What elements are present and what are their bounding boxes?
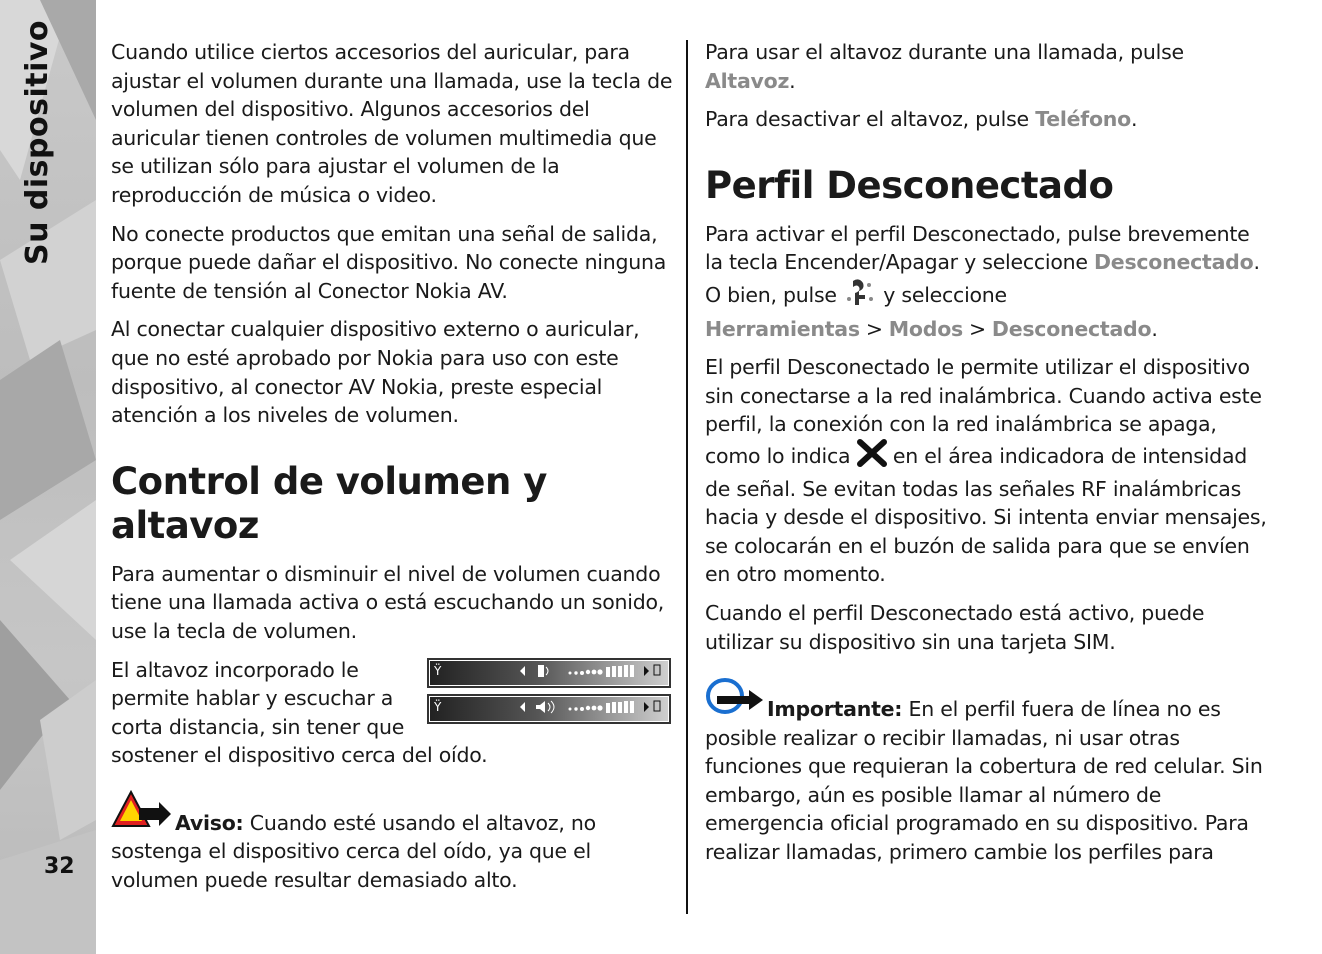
- path-separator: >: [968, 316, 986, 341]
- warning-text: Cuando esté usando el altavoz, no sostenga el dispositivo cerca del oído, ya que el volumen puede resultar demasiado alto.: [111, 810, 596, 893]
- paragraph: [705, 38, 1267, 95]
- paragraph: No conecte productos que emitan una señal de salida, porque puede dañar el dispositivo. No conecte ninguna fuente de tensión al Conector Nokia AV.: [111, 221, 667, 303]
- section-title: Su dispositivo: [20, 19, 55, 265]
- sidebar: [0, 0, 96, 954]
- text: .: [789, 68, 796, 93]
- paragraph: [705, 105, 1267, 134]
- menu-option-desconectado: Desconectado: [1094, 250, 1254, 275]
- text: . O bien, pulse: [705, 250, 1260, 307]
- text: El perfil Desconectado le permite utilizar el dispositivo sin conectarse a la red inalámbrica. Cuando activa este perfil, la conexión con la red inalámbrica se apaga, como lo indica: [705, 355, 1262, 468]
- menu-key-icon: [843, 277, 877, 315]
- left-column: [111, 38, 673, 905]
- text: Para usar el altavoz durante una llamada, pulse: [705, 40, 1184, 64]
- page-number: 32: [44, 854, 75, 879]
- menu-option-altavoz: Altavoz: [705, 68, 790, 93]
- svg-text:Ÿ: Ÿ: [434, 663, 442, 678]
- text: Para activar el perfil Desconectado, pulse brevemente la tecla Encender/Apagar y seleccione: [705, 221, 1250, 275]
- warning-label: Aviso:: [175, 810, 244, 835]
- paragraph: [705, 353, 1267, 589]
- heading-volume-control: Control de volumen y altavoz: [111, 459, 547, 547]
- important-hand-icon: [705, 676, 765, 724]
- menu-option-herramientas: Herramientas: [705, 316, 860, 341]
- warning-notice: [111, 790, 673, 895]
- important-text: En el perfil fuera de línea no es posible realizar o recibir llamadas, ni usar otras funciones que requieran la cobertura de red celular. Sin embargo, aún es posible llamar al número de emergencia oficial programado en su dispositivo. Para realizar llamadas, primero cambie los perfiles para: [705, 697, 1263, 865]
- column-divider: [686, 40, 688, 914]
- paragraph: Cuando utilice ciertos accesorios del auricular, para ajustar el volumen durante una llamada, use la tecla de volumen del dispositivo. Algunos accesorios del auricular tienen controles de volumen multimedia que se utilizan sólo para ajustar el volumen de la reproducción de música o video.: [111, 40, 673, 207]
- right-column: [705, 38, 1267, 877]
- volume-bar-loudspeaker: [427, 694, 671, 724]
- important-label: Importante:: [767, 697, 903, 722]
- volume-indicator-illustration: [427, 658, 671, 730]
- paragraph: Al conectar cualquier dispositivo externo o auricular, que no esté aprobado por Nokia para uso con este dispositivo, al conector AV Nokia, preste especial atención a los niveles de volumen.: [111, 317, 640, 428]
- heading-offline-profile: Perfil Desconectado: [705, 163, 1114, 207]
- paragraph: Cuando el perfil Desconectado está activo, puede utilizar su dispositivo sin una tarjeta SIM.: [705, 600, 1205, 654]
- paragraph: [705, 220, 1267, 343]
- paragraph: El altavoz incorporado le permite hablar y escuchar a corta distancia, sin tener que sostener el dispositivo cerca del oído.: [111, 657, 488, 768]
- text: Para desactivar el altavoz, pulse: [705, 107, 1036, 132]
- path-separator: >: [865, 316, 883, 341]
- volume-bar-earpiece: [427, 658, 671, 688]
- text: .: [1151, 316, 1158, 341]
- important-notice: [705, 676, 1267, 867]
- menu-option-telefono: Teléfono: [1035, 107, 1131, 132]
- warning-triangle-icon: [111, 790, 173, 838]
- text: y seleccione: [877, 282, 1007, 307]
- paragraph: Para aumentar o disminuir el nivel de volumen cuando tiene una llamada activa o está escuchando un sonido, use la tecla de volumen.: [111, 561, 665, 643]
- menu-option-modos: Modos: [888, 316, 963, 341]
- svg-text:Ÿ: Ÿ: [434, 699, 442, 714]
- offline-x-icon: [857, 439, 887, 475]
- menu-option-desconectado: Desconectado: [991, 316, 1152, 341]
- text: en el área indicadora de intensidad de señal. Se evitan todas las señales RF inalámbricas hacia y desde el dispositivo. Si intenta enviar mensajes, se colocarán en el buzón de salida para que se envíen en otro momento.: [705, 443, 1267, 587]
- text: .: [1130, 107, 1138, 132]
